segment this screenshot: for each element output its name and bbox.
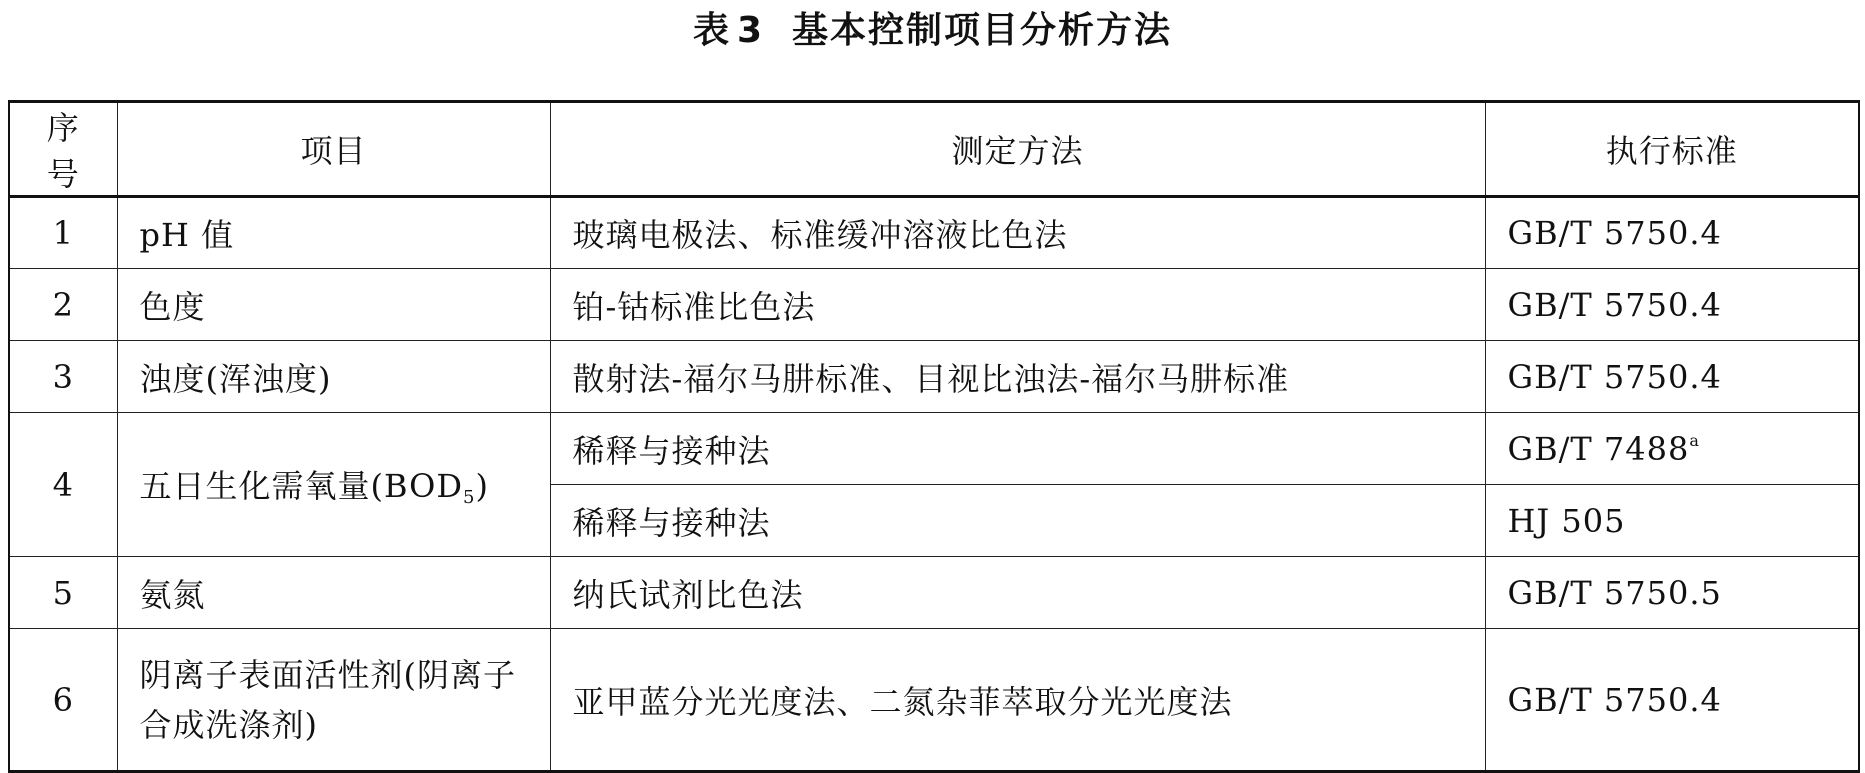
- row-standard: GB/T 5750.4: [1485, 341, 1859, 413]
- row-no: 2: [9, 269, 117, 341]
- header-standard: 执行标准: [1485, 102, 1859, 197]
- row-no: 4: [9, 413, 117, 557]
- table-row: [9, 197, 1859, 269]
- row-item: 浊度(浑浊度): [117, 341, 550, 413]
- table-row: [9, 413, 1859, 485]
- table-title-text: 基本控制项目分析方法: [792, 10, 1173, 51]
- row-method: 散射法-福尔马肼标准、目视比浊法-福尔马肼标准: [550, 341, 1485, 413]
- row-standard: GB/T 5750.4: [1485, 269, 1859, 341]
- table-row: [9, 269, 1859, 341]
- row-method: 稀释与接种法: [550, 413, 1485, 485]
- row-method: 纳氏试剂比色法: [550, 557, 1485, 629]
- header-item: 项目: [117, 102, 550, 197]
- row-item: [117, 413, 550, 557]
- row-no: 5: [9, 557, 117, 629]
- table-row: [9, 629, 1859, 772]
- table-title-number: 3: [736, 10, 765, 51]
- row-no: 1: [9, 197, 117, 269]
- row-item: 氨氮: [117, 557, 550, 629]
- row-standard: HJ 505: [1485, 485, 1859, 557]
- analysis-methods-table: [8, 100, 1860, 773]
- row-standard-code: GB/T 7488: [1507, 429, 1690, 468]
- row-standard: GB/T 5750.5: [1485, 557, 1859, 629]
- row-standard: [1485, 413, 1859, 485]
- row-item: 色度: [117, 269, 550, 341]
- row-standard: GB/T 5750.4: [1485, 629, 1859, 772]
- row-method: 亚甲蓝分光光度法、二氮杂菲萃取分光光度法: [550, 629, 1485, 772]
- row-no: 3: [9, 341, 117, 413]
- table-title-prefix: 表: [692, 10, 731, 51]
- header-method: 测定方法: [550, 102, 1485, 197]
- row-item: pH 值: [117, 197, 550, 269]
- table-row: [9, 341, 1859, 413]
- table-title: [0, 6, 1865, 56]
- header-row: [9, 102, 1859, 197]
- row-item-tail: ): [475, 467, 489, 505]
- header-no: 序号: [9, 102, 117, 197]
- footnote-marker: a: [1689, 430, 1700, 450]
- row-standard: GB/T 5750.4: [1485, 197, 1859, 269]
- row-item: 阴离子表面活性剂(阴离子合成洗涤剂): [117, 629, 550, 772]
- row-method: 稀释与接种法: [550, 485, 1485, 557]
- table-row: [9, 557, 1859, 629]
- row-item-main: 五日生化需氧量(BOD: [139, 467, 463, 505]
- row-method: 玻璃电极法、标准缓冲溶液比色法: [550, 197, 1485, 269]
- row-item-subscript: 5: [463, 487, 476, 508]
- row-method: 铂-钴标准比色法: [550, 269, 1485, 341]
- row-no: 6: [9, 629, 117, 772]
